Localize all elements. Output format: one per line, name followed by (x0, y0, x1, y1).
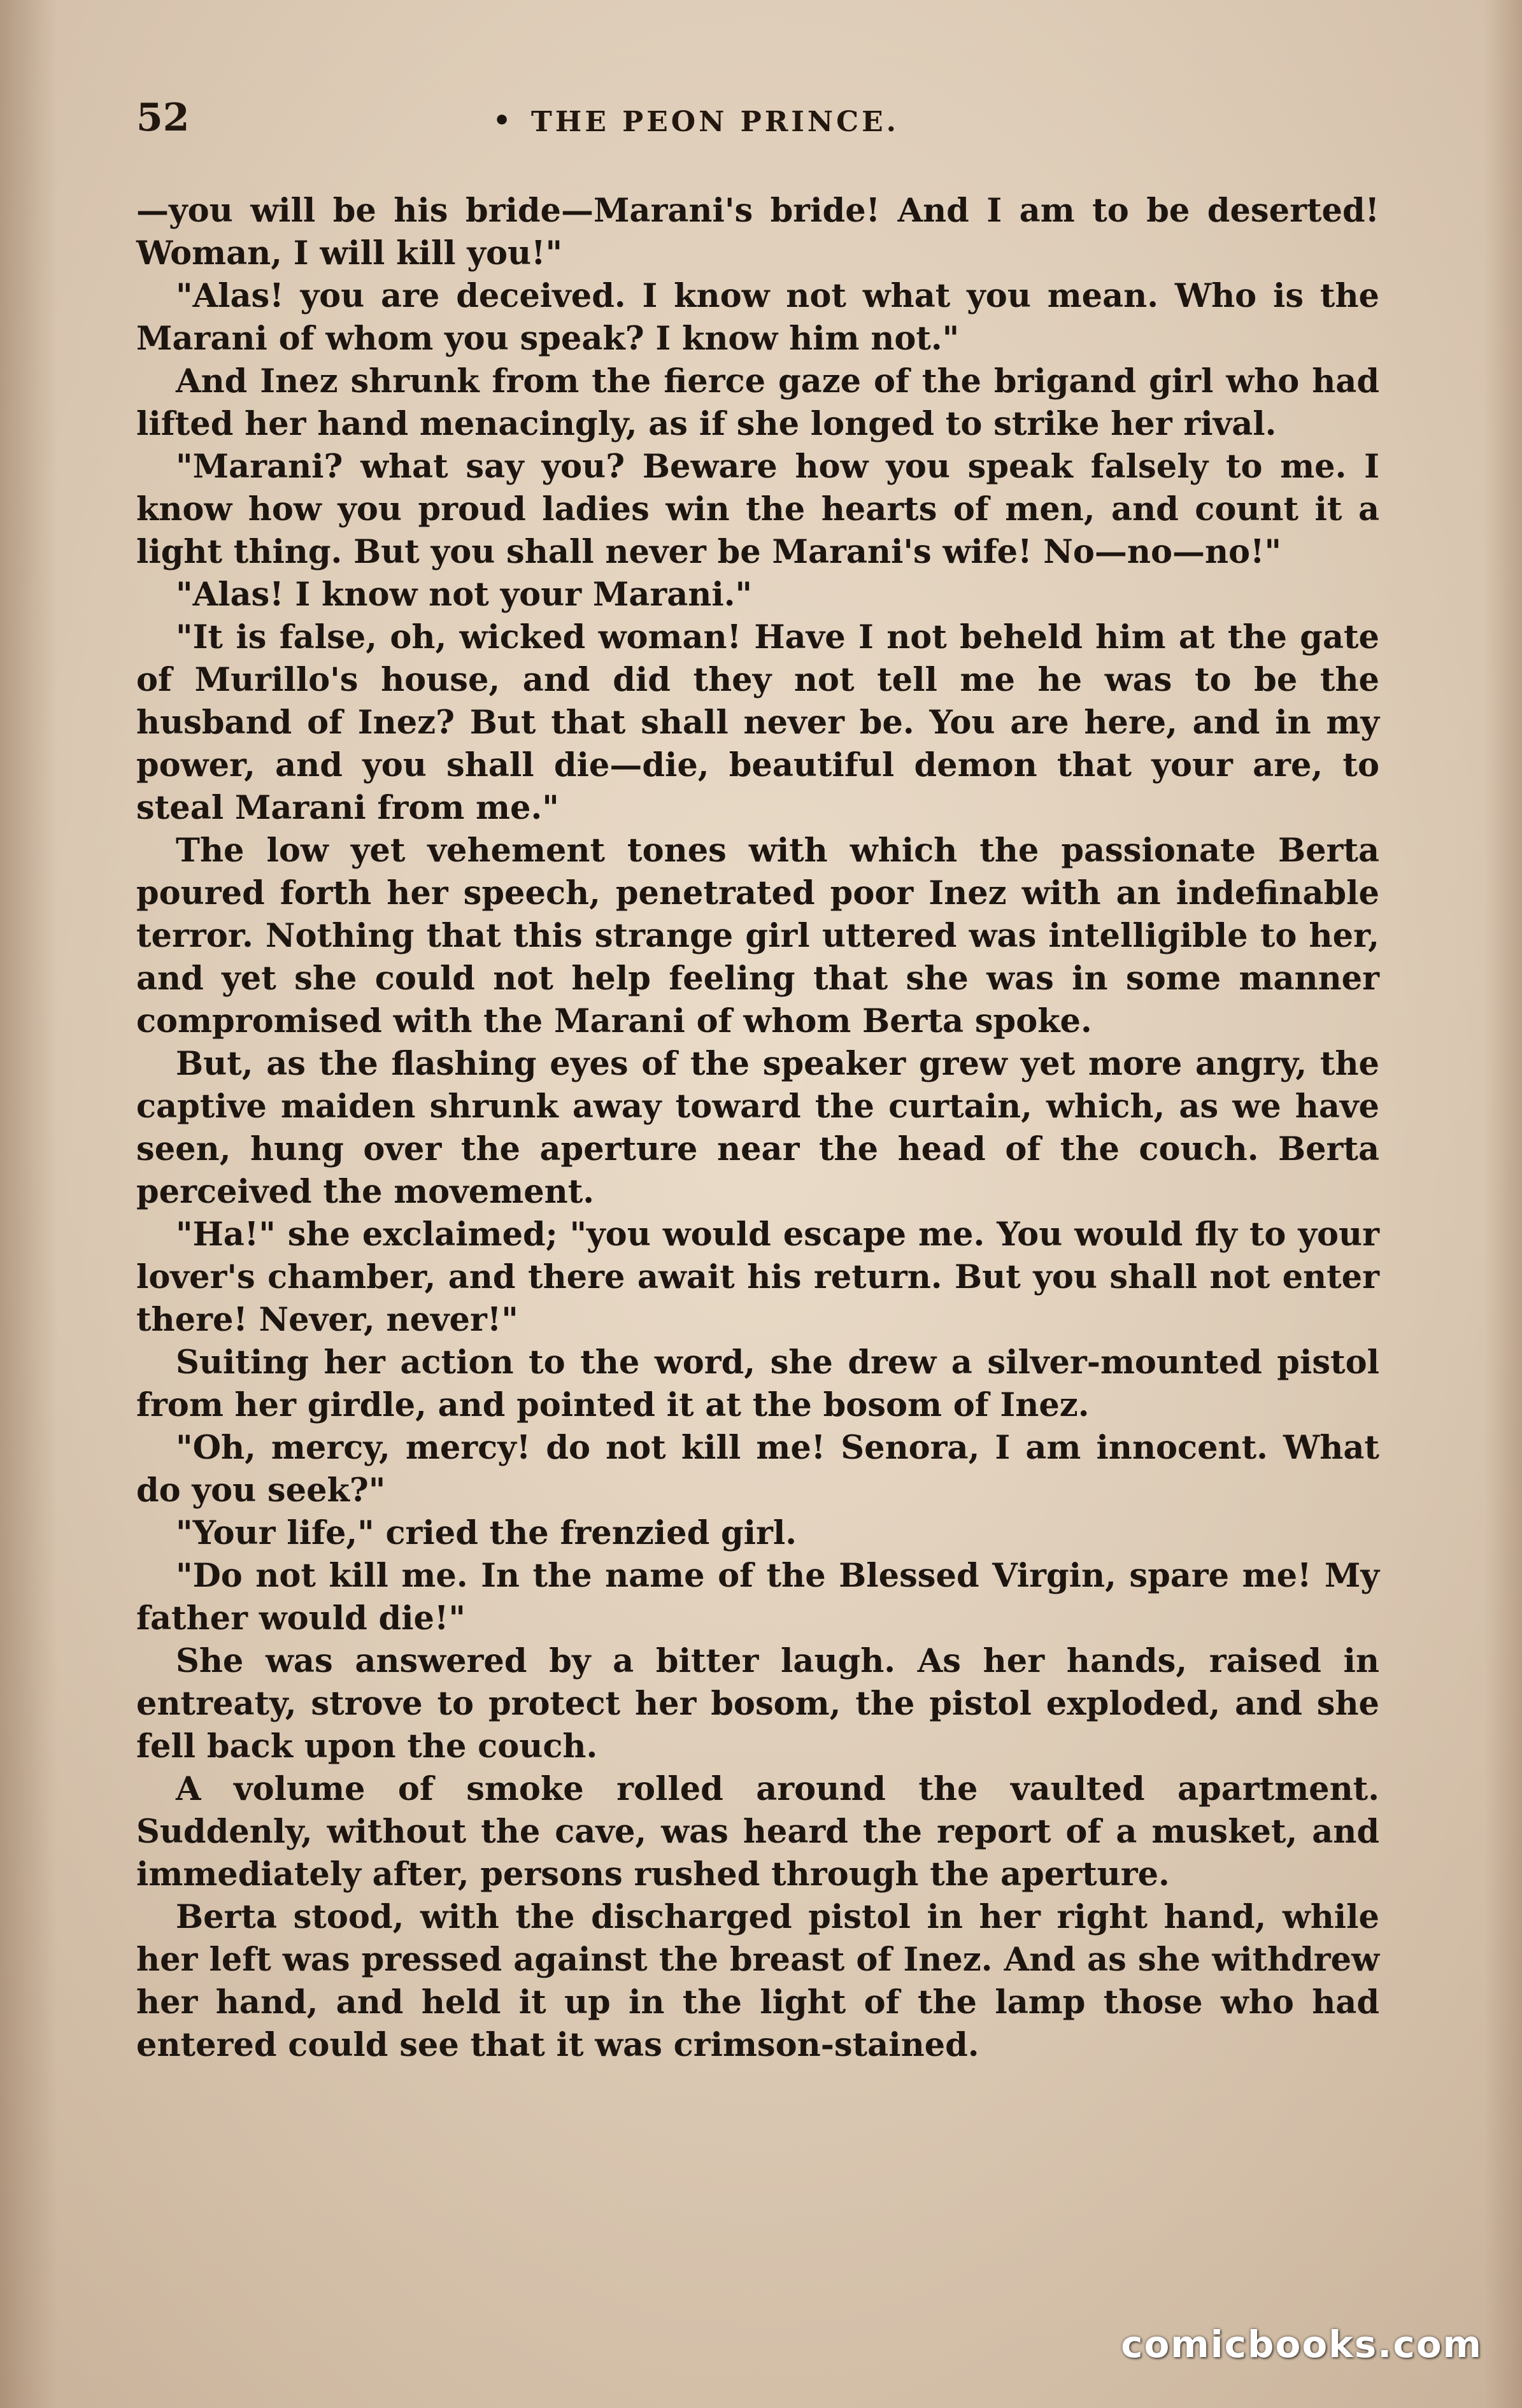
paragraph: "Do not kill me. In the name of the Blessed Virgin, spare me! My father would die!" (136, 1557, 1379, 1638)
running-header (136, 96, 1384, 146)
paragraph: The low yet vehement tones with which the passionate Berta poured forth her speech, penetrated poor Inez with an indefinable terror. Nothing that this strange girl uttered was intelligible to her, and yet she could not help feeling that she was in some manner compromised with the Marani of whom Berta spoke. (136, 832, 1379, 1040)
paragraph: "Your life," cried the frenzied girl. (176, 1514, 797, 1552)
page-number: 52 (136, 96, 190, 140)
paragraph: But, as the flashing eyes of the speaker grew yet more angry, the captive maiden shrunk away toward the curtain, which, as we have seen, hung over the aperture near the head of the couch. Berta perceived the movement. (136, 1045, 1379, 1211)
paragraph: —you will be his bride—Marani's bride! And I am to be deserted! Woman, I will kill you!" (136, 192, 1379, 273)
running-title: THE PEON PRINCE. (531, 106, 899, 138)
paragraph: And Inez shrunk from the fierce gaze of the brigand girl who had lifted her hand menacingly, as if she longed to strike her rival. (136, 362, 1379, 443)
paragraph: She was answered by a bitter laugh. As her hands, raised in entreaty, strove to protect her bosom, the pistol exploded, and she fell back upon the couch. (136, 1642, 1379, 1766)
paragraph: A volume of smoke rolled around the vaulted apartment. Suddenly, without the cave, was heard the report of a musket, and immediately after, persons rushed through the aperture. (136, 1770, 1379, 1894)
paragraph: "Marani? what say you? Beware how you speak falsely to me. I know how you proud ladies win the hearts of men, and count it a light thing. But you shall never be Marani's wife! No—no—no!" (136, 448, 1379, 571)
page-text-body (136, 190, 1379, 2067)
paragraph: "Ha!" she exclaimed; "you would escape me. You would fly to your lover's chamber, and there await his return. But you shall not enter there! Never, never!" (136, 1215, 1379, 1339)
paragraph: "Alas! I know not your Marani." (176, 576, 753, 614)
paragraph: "Alas! you are deceived. I know not what you mean. Who is the Marani of whom you speak? I know him not." (136, 277, 1379, 358)
paragraph: "Oh, mercy, mercy! do not kill me! Senora, I am innocent. What do you seek?" (136, 1429, 1379, 1510)
paragraph: Suiting her action to the word, she drew a silver-mounted pistol from her girdle, and pointed it at the bosom of Inez. (136, 1343, 1379, 1424)
paragraph: Berta stood, with the discharged pistol in her right hand, while her left was pressed against the breast of Inez. And as she withdrew her hand, and held it up in the light of the lamp those who had entered could see that it was crimson-stained. (136, 1898, 1379, 2064)
source-watermark: comicbooks.com (1121, 2323, 1483, 2366)
paragraph: "It is false, oh, wicked woman! Have I not beheld him at the gate of Murillo's house, and did they not tell me he was to be the husband of Inez? But that shall never be. You are here, and in my power, and you shall die—die, beautiful demon that your are, to steal Marani from me." (136, 618, 1379, 827)
header-bullet-icon: • (493, 104, 511, 137)
